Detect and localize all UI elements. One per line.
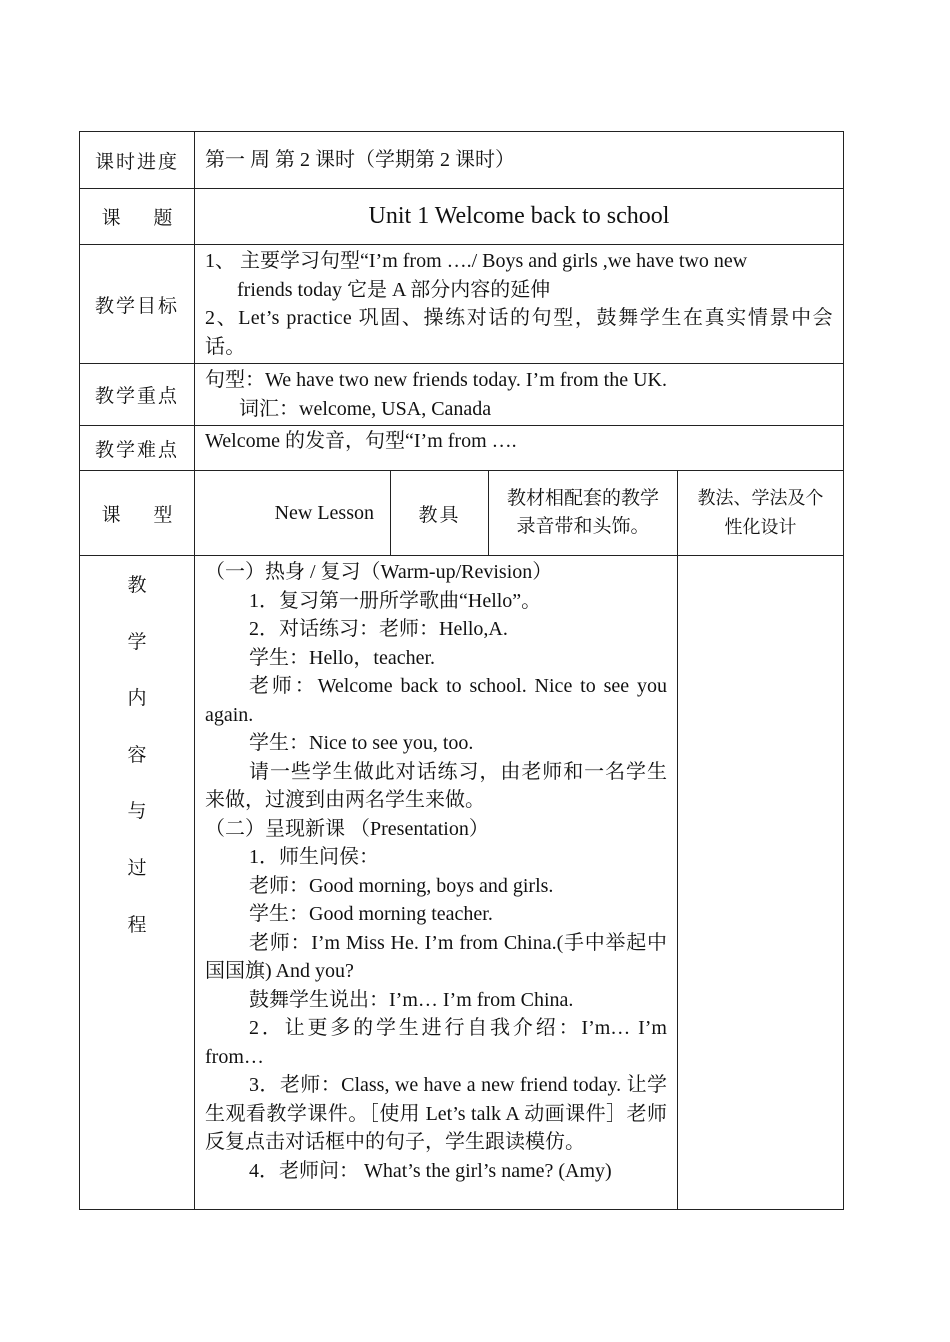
- process-line: 鼓舞学生说出：I’m… I’m from China.: [249, 988, 574, 1011]
- process-label-char: 内: [127, 688, 147, 710]
- process-line: 请一些学生做此对话练习，由老师和一名学生来做，过渡到由两名学生来做。: [205, 760, 667, 811]
- process-line: 2．让更多的学生进行自我介绍：I’m… I’m from…: [205, 1017, 667, 1068]
- schedule-label: 课时进度: [80, 132, 195, 189]
- schedule-value: 第一 周 第 2 课时（学期第 2 课时）: [195, 132, 844, 189]
- lesson-type-label: 课 型: [80, 471, 195, 556]
- objective-1-line-1: 1、 主要学习句型“I’m from …./ Boys and girls ,we have two new: [205, 250, 748, 272]
- process-line: 学生：Nice to see you, too.: [249, 732, 474, 754]
- process-label-char: 教: [127, 575, 147, 596]
- objectives-row: [80, 245, 844, 364]
- process-line: 3．老师：Class, we have a new friend today. 让学生观看教学课件。［使用 Let’s talk A 动画课件］老师反复点击对话框中的句子，学生跟读模仿。: [205, 1074, 667, 1153]
- process-label-char: 过: [127, 857, 147, 879]
- process-label-char: 容: [127, 744, 147, 766]
- objectives-label: 教学目标: [80, 245, 195, 364]
- topic-label: 课 题: [80, 189, 195, 245]
- process-row: [80, 556, 844, 1210]
- process-line: 老师：Welcome back to school. Nice to see you again.: [205, 675, 667, 726]
- methods-design-cell: [678, 556, 844, 1210]
- teaching-aids-value: 教材相配套的教学录音带和头饰。: [489, 471, 678, 556]
- lesson-type-value: New Lesson: [195, 471, 391, 556]
- process-line: 老师：Good morning, boys and girls.: [249, 874, 554, 897]
- process-line: 老师：I’m Miss He. I’m from China.(手中举起中国国旗) And you?: [205, 931, 667, 982]
- objectives-value: [195, 245, 844, 364]
- section-presentation-heading: （二）呈现新课 （Presentation）: [205, 817, 489, 840]
- key-points-sentence: 句型：We have two new friends today. I’m from the UK.: [205, 369, 667, 391]
- process-label-char: 学: [127, 631, 147, 653]
- process-line: 1．师生问侯：: [249, 846, 379, 868]
- section-warmup-heading: （一）热身 / 复习（Warm-up/Revision）: [205, 561, 553, 583]
- objective-1-line-2: friends today 它是 A 部分内容的延伸: [237, 278, 551, 301]
- key-points-value: [195, 364, 844, 426]
- process-label-char: 程: [127, 914, 147, 936]
- difficulties-label: 教学难点: [80, 426, 195, 471]
- process-line: 学生：Hello，teacher.: [249, 646, 436, 669]
- process-line: 学生：Good morning teacher.: [249, 903, 493, 925]
- schedule-row: [80, 132, 844, 189]
- topic-row: [80, 189, 844, 245]
- process-label-char: 与: [127, 801, 147, 823]
- difficulties-value: Welcome 的发音，句型“I’m from ….: [195, 426, 844, 471]
- difficulties-row: [80, 426, 844, 471]
- key-points-vocabulary: 词汇：welcome, USA, Canada: [239, 397, 492, 420]
- process-line: 1．复习第一册所学歌曲“Hello”。: [249, 589, 542, 612]
- key-points-label: 教学重点: [80, 364, 195, 426]
- key-points-row: [80, 364, 844, 426]
- objective-2: 2、Let’s practice 巩固、操练对话的句型，鼓舞学生在真实情景中会话。: [205, 307, 833, 358]
- process-line: 2．对话练习：老师：Hello,A.: [249, 618, 508, 640]
- lesson-type-row: [80, 471, 844, 556]
- process-line: 4．老师问： What’s the girl’s name? (Amy): [249, 1159, 612, 1182]
- methods-design-label: 教法、学法及个性化设计: [678, 471, 844, 556]
- process-content: [195, 556, 678, 1210]
- topic-value: Unit 1 Welcome back to school: [195, 189, 844, 245]
- teaching-aids-label: 教具: [391, 471, 489, 556]
- lesson-plan-table: [79, 131, 844, 1210]
- process-label: [80, 556, 195, 1210]
